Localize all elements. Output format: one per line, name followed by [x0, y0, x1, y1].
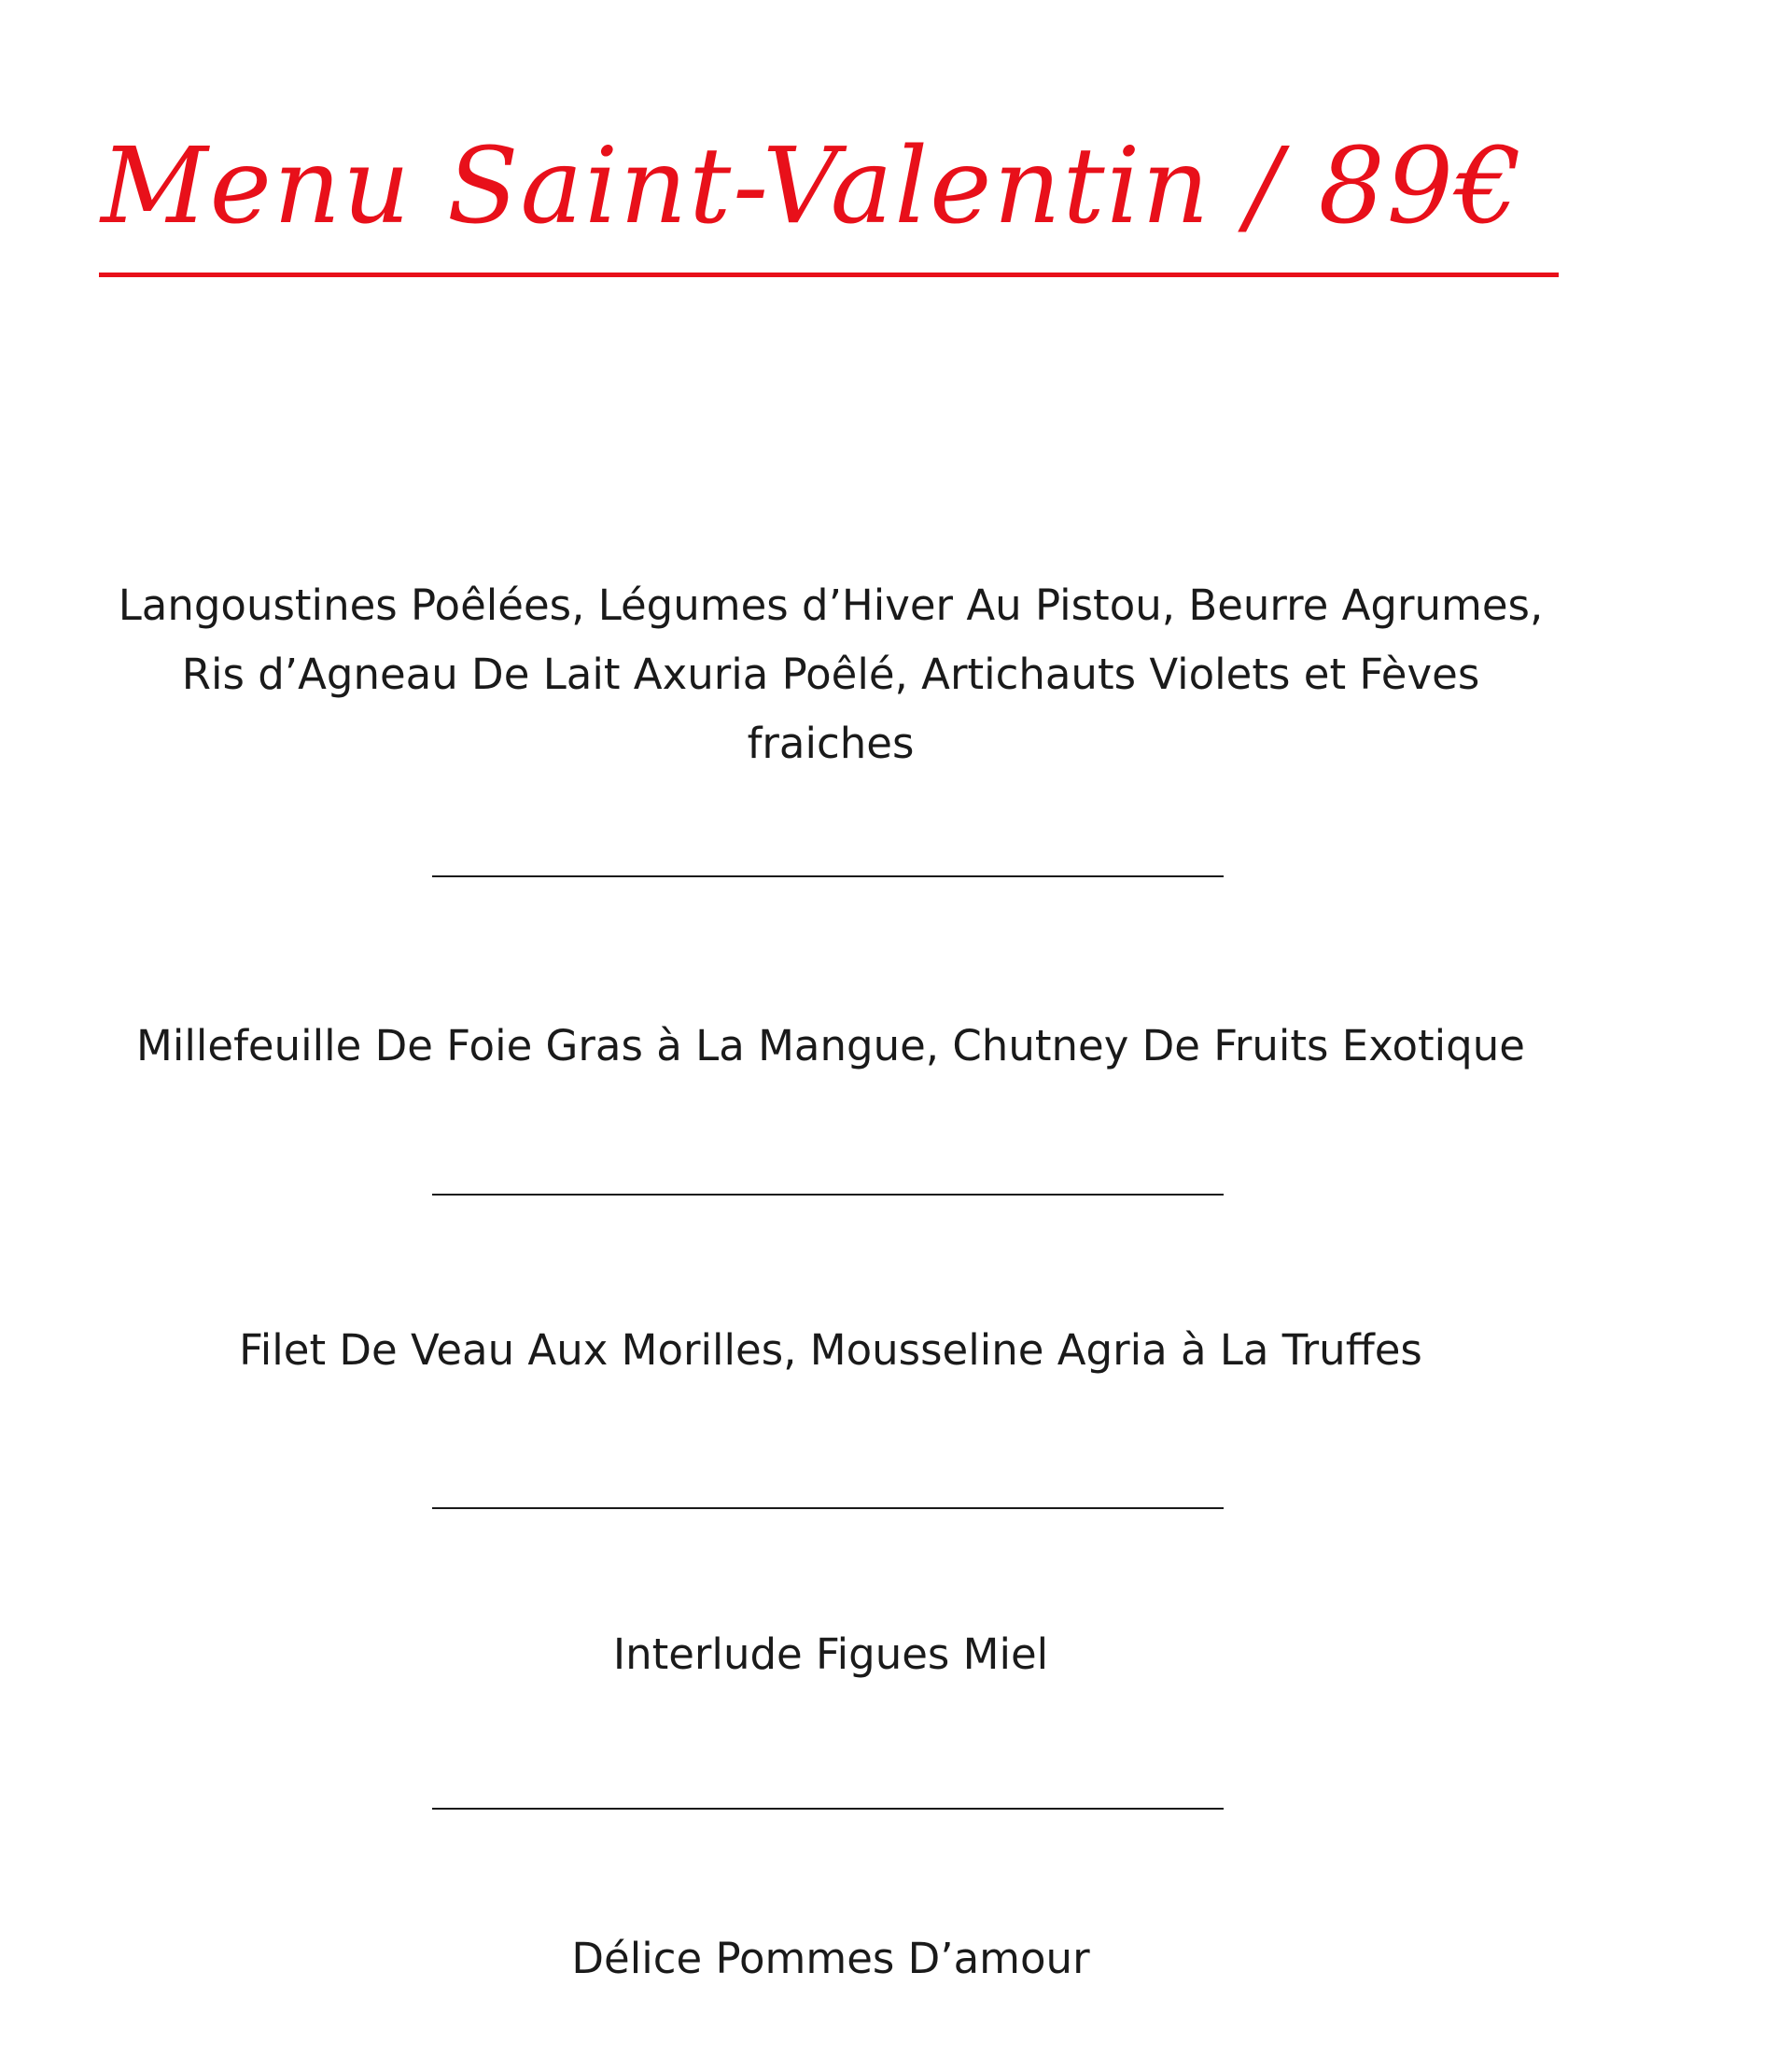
dish-item-4 — [56, 1620, 1605, 1689]
menu-title: Menu Saint-Valentin / 89€ — [101, 126, 1524, 247]
dish-text-line: Délice Pommes D’amour — [571, 1934, 1090, 1983]
dish-item-2 — [56, 1012, 1605, 1081]
dish-text-line: fraiches — [747, 719, 915, 768]
title-underline — [99, 273, 1559, 277]
course-divider — [432, 1507, 1224, 1509]
dish-text-line: Ris d’Agneau De Lait Axuria Poêlé, Artichauts Violets et Fèves — [181, 650, 1480, 699]
dish-text-line: Langoustines Poêlées, Légumes d’Hiver Au Pistou, Beurre Agrumes, — [118, 580, 1544, 630]
dish-text-line: Interlude Figues Miel — [612, 1629, 1049, 1679]
course-divider — [432, 1808, 1224, 1810]
dish-item-1 — [56, 571, 1605, 778]
dish-item-5 — [56, 1924, 1605, 1993]
course-divider — [432, 1194, 1224, 1196]
dish-item-3 — [56, 1316, 1605, 1385]
course-divider — [432, 875, 1224, 877]
dish-text-line: Filet De Veau Aux Morilles, Mousseline Agria à La Truffes — [239, 1325, 1422, 1375]
dish-text-line: Millefeuille De Foie Gras à La Mangue, Chutney De Fruits Exotique — [136, 1021, 1525, 1070]
